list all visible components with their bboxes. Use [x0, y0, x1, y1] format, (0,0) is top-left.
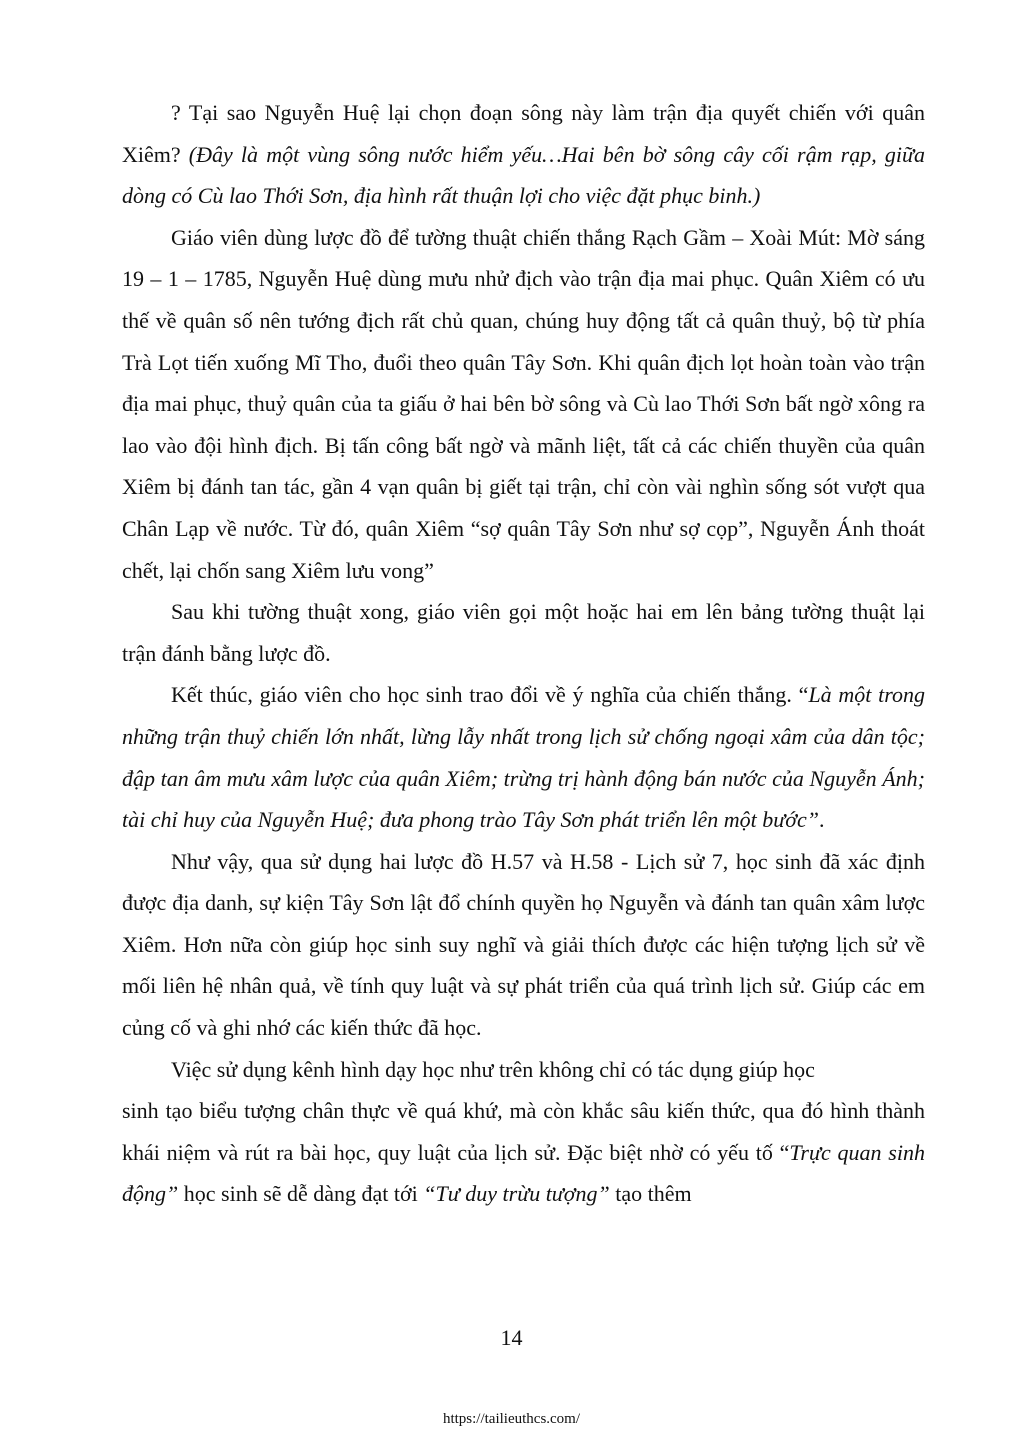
source-url-link[interactable]: https://tailieuthcs.com/: [442, 1411, 581, 1427]
text-segment-italic: Trực quan sinh động”: [122, 1139, 925, 1207]
text-segment-italic: Là một trong những trận thuỷ chiến lớn nhất, lừng lẫy nhất trong lịch sử chống ngoại xâm của dân tộc; đập tan âm mưu xâm lược của quân Xiêm; trừng trị hành động bán nước của Nguyễn Ánh; tài chỉ huy của Nguyễn Huệ; đưa phong trào Tây Sơn phát triển lên một bước”: [122, 682, 926, 833]
paragraph-usage-continued: [122, 1090, 925, 1215]
document-body: [122, 92, 925, 1215]
paragraph-retell: [122, 591, 925, 674]
text-segment: ? Tại sao Nguyễn Huệ lại chọn đoạn sông này làm trận địa quyết chiến với quân Xiêm?: [122, 100, 925, 167]
text-segment: .: [819, 807, 825, 833]
paragraph-significance: [122, 674, 925, 840]
text-segment: Giáo viên dùng lược đồ để tường thuật chiến thắng Rạch Gầm – Xoài Mút: Mờ sáng 19 – 1 – 1785, Nguyễn Huệ dùng mưu nhử địch vào trận địa mai phục. Quân Xiêm có ưu thế về quân số nên tướng địch rất chủ quan, chúng huy động tất cả quân thuỷ, bộ từ phía Trà Lọt tiến xuống Mĩ Tho, đuổi theo quân Tây Sơn. Khi quân địch lọt hoàn toàn vào trận địa mai phục, thuỷ quân của ta giấu ở hai bên bờ sông và Cù lao Thới Sơn bất ngờ xông ra lao vào đội hình địch. Bị tấn công bất ngờ và mãnh liệt, tất cả các chiến thuyền của quân Xiêm bị đánh tan tác, gần 4 vạn quân bị giết tại trận, chỉ còn vài nghìn sống sót vượt qua Chân Lạp về nước. Từ đó, quân Xiêm “sợ quân Tây Sơn như sợ cọp”, Nguyễn Ánh thoát chết, lại chốn sang Xiêm lưu vong”: [122, 224, 925, 583]
paragraph-conclusion: [122, 841, 925, 1049]
text-segment: sinh tạo biểu tượng chân thực về quá khứ, mà còn khắc sâu kiến thức, qua đó hình thành khái niệm và rút ra bài học, quy luật của lịch sử. Đặc biệt nhờ có yếu tố “: [122, 1098, 925, 1165]
text-segment: Sau khi tường thuật xong, giáo viên gọi một hoặc hai em lên bảng tường thuật lại trận đánh bằng lược đồ.: [122, 599, 925, 666]
text-segment-italic: (Đây là một vùng sông nước hiểm yếu…Hai bên bờ sông cây cối rậm rạp, giữa dòng có Cù lao Thới Sơn, địa hình rất thuận lợi cho việc đặt phục binh.): [122, 141, 925, 209]
paragraph-question: [122, 92, 925, 217]
text-segment: tạo thêm: [609, 1181, 692, 1207]
text-segment-italic: “Tư duy trừu tượng”: [423, 1181, 610, 1207]
text-segment: Như vậy, qua sử dụng hai lược đồ H.57 và H.58 - Lịch sử 7, học sinh đã xác định được địa danh, sự kiện Tây Sơn lật đổ chính quyền họ Nguyễn và đánh tan quân xâm lược Xiêm. Hơn nữa còn giúp học sinh suy nghĩ và giải thích được các hiện tượng lịch sử về mối liên hệ nhân quả, về tính quy luật và sự phát triển của quá trình lịch sử. Giúp các em củng cố và ghi nhớ các kiến thức đã học.: [122, 848, 925, 1041]
paragraph-narration: [122, 217, 925, 591]
text-segment: Kết thúc, giáo viên cho học sinh trao đổi về ý nghĩa của chiến thắng. “: [171, 682, 809, 708]
page-number: 14: [500, 1325, 523, 1350]
text-segment: học sinh sẽ dễ dàng đạt tới: [178, 1181, 424, 1207]
paragraph-usage-first-line: [122, 1049, 925, 1091]
text-segment: Việc sử dụng kênh hình dạy học như trên không chỉ có tác dụng giúp học: [171, 1056, 815, 1082]
